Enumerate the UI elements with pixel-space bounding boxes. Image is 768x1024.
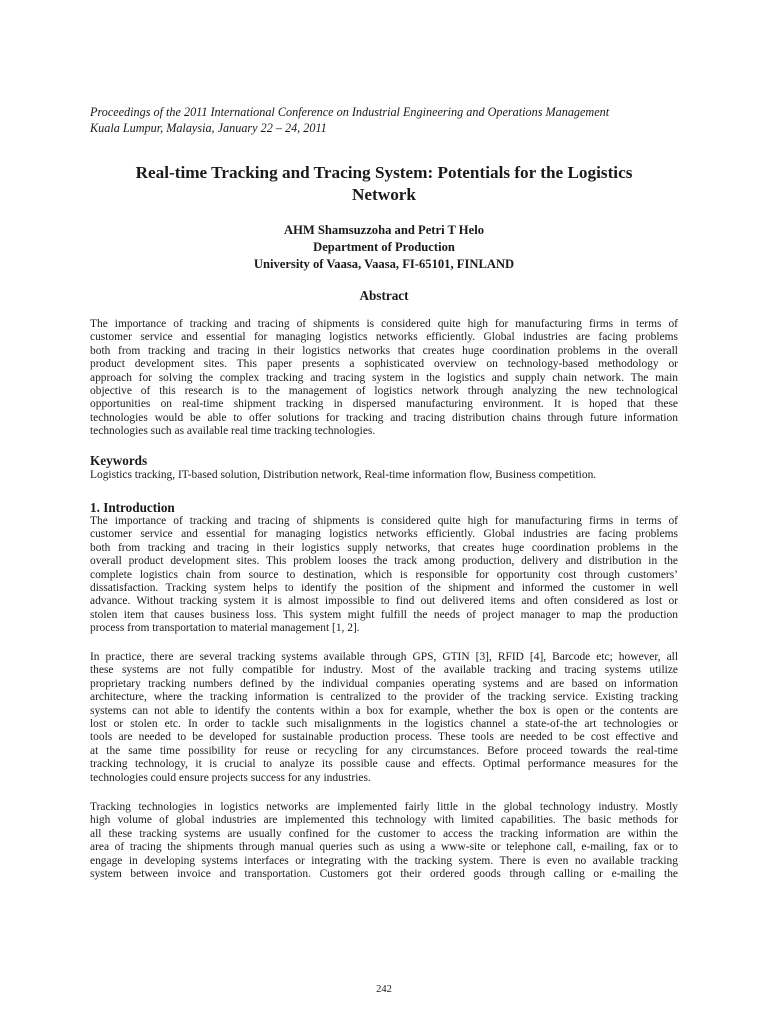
abstract-heading: Abstract bbox=[359, 288, 409, 303]
text-line: proprietary tracking numbers defined by the individual companies operating systems and are based on information bbox=[90, 677, 678, 690]
keywords-heading: Keywords bbox=[90, 453, 148, 468]
text-line: tracking technology, it is crucial to analyze its possible cause and effects. Optimal performance measures for the bbox=[90, 758, 678, 771]
proceedings-header bbox=[90, 104, 678, 136]
text-line: approach for solving the complex tracking and tracing system in the logistics and supply chain network. The main bbox=[90, 371, 678, 384]
text-line: stolen item that causes business loss. This system might fulfill the needs of project manager to map the production bbox=[90, 608, 678, 621]
author-university: University of Vaasa, Vaasa, FI-65101, FINLAND bbox=[253, 257, 515, 271]
text-line: systems can not able to identify the contents within a box for example, whether the box is open or the contents are bbox=[90, 704, 678, 717]
title-line-1: Real-time Tracking and Tracing System: Potentials for the Logistics bbox=[135, 163, 633, 182]
text-line: customer service and essential for managing logistics networks efficiently. Global industries are facing problems bbox=[90, 331, 678, 344]
text-line: area of tracing the shipments through manual queries such as using a www-site or telephone call, e-mailing, fax or to bbox=[90, 841, 678, 854]
text-line: advance. Without tracking system it is almost impossible to find out delivered items and often considered as lost or bbox=[90, 595, 678, 608]
text-line: tools are needed to be developed for sustainable production process. These tools are needed to be cost effective and bbox=[90, 731, 678, 744]
introduction-paragraph-1 bbox=[90, 515, 678, 636]
abstract-text bbox=[90, 318, 678, 439]
text-line: technologies would be able to offer solutions for tracking and tracing distribution chains through future information bbox=[90, 411, 678, 424]
introduction-paragraph-3 bbox=[90, 801, 678, 881]
text-line: product development sites. This paper presents a sophisticated overview on technology-based methodology or bbox=[90, 358, 678, 371]
text-line: engage in developing systems interfaces or integrating with the tracking system. There is even no available tracking bbox=[90, 854, 678, 867]
text-line: lost or stolen etc. In order to tackle such misalignments in the logistics channel a state-of-the art technologies or bbox=[90, 717, 678, 730]
text-line: process from transportation to material management [1, 2]. bbox=[90, 622, 360, 635]
text-line: In practice, there are several tracking systems available through GPS, GTIN [3], RFID [4], Barcode etc; however, all bbox=[90, 651, 678, 663]
text-line: high volume of global industries are implemented this technology with limited capabilities. The basic methods for bbox=[90, 814, 678, 827]
author-names: AHM Shamsuzzoha and Petri T Helo bbox=[284, 223, 484, 237]
text-line: architecture, where the tracking information is centralized to the provider of the tracking service. Existing tracking bbox=[90, 691, 678, 704]
conference-location-date: Kuala Lumpur, Malaysia, January 22 – 24, 2011 bbox=[90, 121, 327, 135]
text-line: both from tracking and tracing in their logistics networks that creates huge coordination problems in the overall bbox=[90, 344, 678, 357]
text-line: overall product development sites. This problem looses the track among production, delivery and distribution in the bbox=[90, 555, 678, 568]
text-line: dissatisfaction. Tracking system helps to identify the position of the shipment and informed the customer in well bbox=[90, 581, 678, 594]
paper-page bbox=[90, 0, 678, 1024]
text-line: system between invoice and transportation. Customers got their ordered goods through calling or e-mailing the bbox=[90, 867, 678, 880]
keywords-text bbox=[90, 469, 678, 482]
introduction-heading: 1. Introduction bbox=[90, 500, 175, 515]
text-line: all these tracking systems are usually confined for the customer to access the tracking information are within the bbox=[90, 827, 678, 840]
text-line: both from tracking and tracing in their logistics supply networks, that creates huge coordination problems in the bbox=[90, 541, 678, 554]
text-line: technologies such as available real time tracking technologies. bbox=[90, 425, 376, 438]
text-line: opportunities on real-time shipment tracking in dispersed manufacturing environment. It is hoped that these bbox=[90, 398, 678, 411]
author-department: Department of Production bbox=[313, 240, 455, 254]
text-line: these systems are not fully compatible for industry. Most of the available tracking and tracing systems utilize bbox=[90, 664, 678, 677]
author-block bbox=[90, 222, 678, 273]
page-number: 242 bbox=[376, 984, 392, 995]
text-line: The importance of tracking and tracing of shipments is considered quite high for manufacturing firms in terms of bbox=[90, 515, 678, 527]
title-line-2: Network bbox=[352, 185, 416, 204]
text-line: technologies could ensure projects success for any industries. bbox=[90, 771, 371, 784]
text-line: complete logistics chain from source to destination, which is responsible for opportunity cost through customers’ bbox=[90, 568, 678, 581]
paper-title bbox=[90, 162, 678, 206]
text-line: Tracking technologies in logistics networks are implemented fairly little in the global technology industry. Mostly bbox=[90, 801, 678, 813]
text-line: objective of this research is to the management of logistics network through analyzing the new technological bbox=[90, 384, 678, 397]
text-line: customer service and essential for managing logistics networks efficiently. Global industries are facing problems bbox=[90, 528, 678, 541]
introduction-paragraph-2 bbox=[90, 651, 678, 785]
text-line: at the same time possibility for reuse or recycling for any circumstances. Before proceed towards the real-time bbox=[90, 744, 678, 757]
text-line: Logistics tracking, IT-based solution, Distribution network, Real-time information flow, Business competition. bbox=[90, 469, 597, 481]
text-line: The importance of tracking and tracing of shipments is considered quite high for manufacturing firms in terms of bbox=[90, 318, 678, 330]
conference-name: Proceedings of the 2011 International Conference on Industrial Engineering and Operations Management bbox=[90, 105, 610, 119]
